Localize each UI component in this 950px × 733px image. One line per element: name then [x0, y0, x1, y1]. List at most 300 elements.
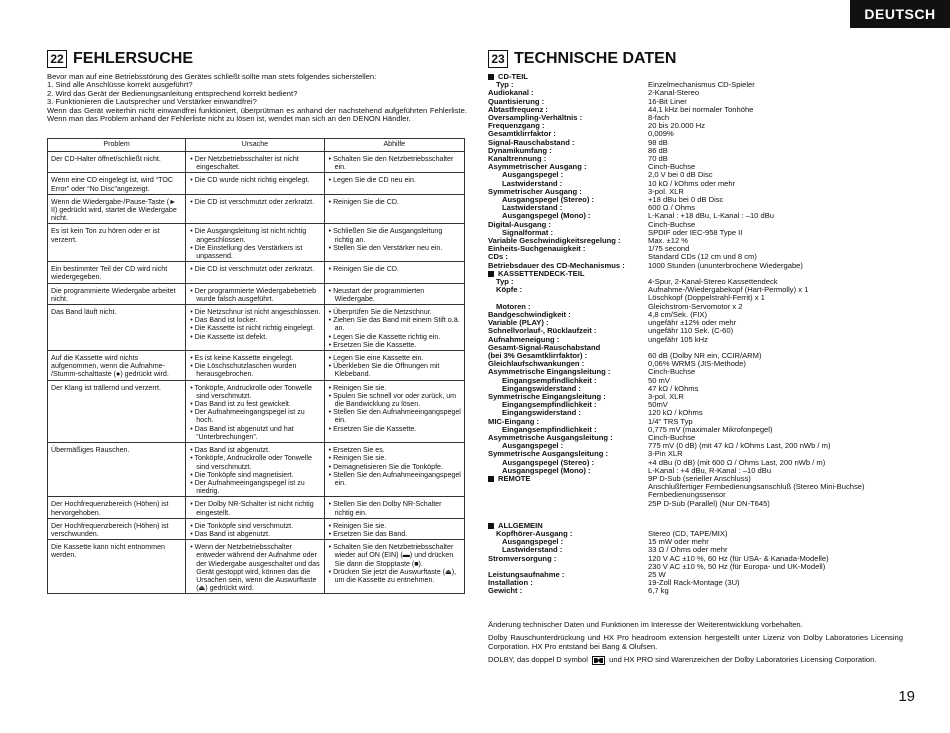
remedy-cell	[324, 194, 464, 224]
spec-value: 3-pol. XLR	[648, 391, 684, 401]
item-text: Ersetzen Sie das Band.	[333, 529, 408, 538]
item-text: Die CD wurde nicht richtig eingelegt.	[194, 176, 310, 185]
remedy-cell	[324, 152, 464, 173]
bullet-icon: •	[190, 400, 195, 409]
remedy-cell	[324, 305, 464, 351]
problem-cell: Der Hochfrequenzbereich (Höhen) ist hervorgehoben.	[48, 497, 186, 518]
spec-value: 775 mV (0 dB) (mit 47 kΩ / kOhms Last, 200 nWb / m)	[648, 441, 831, 451]
spec-value: ungefähr ±12% oder mehr	[648, 318, 737, 328]
remedy-item	[328, 530, 461, 538]
item-text: Es ist keine Kassette eingelegt.	[194, 354, 294, 363]
spec-label: Lastwiderstand :	[502, 178, 563, 188]
spec-label: Ausgangspegel :	[502, 441, 564, 451]
spec-label: Variable (PLAY) :	[488, 318, 549, 328]
bullet-icon: •	[328, 176, 334, 185]
item-text: Ersetzen Sie die Kassette.	[333, 340, 417, 349]
spec-label: Frequenzgang :	[488, 121, 545, 131]
cause-item	[189, 454, 320, 470]
item-text: Schalten Sie den Netzbetriebsschalter wieder auf ON (EIN) (▬) und drücken Sie dann die Stopptaste (■).	[333, 543, 454, 568]
item-text: Reinigen Sie die CD.	[333, 197, 399, 206]
remedy-item	[328, 354, 461, 362]
item-text: Der Dolby NR-Schalter ist nicht richtig eingestellt.	[194, 500, 314, 517]
spec-label	[488, 475, 648, 483]
spec-value: 60 dB (Dolby NR ein, CCIR/ARM)	[648, 350, 762, 360]
remedy-item	[328, 446, 461, 454]
remedy-item	[328, 454, 461, 462]
item-text: Legen Sie die CD neu ein.	[333, 176, 416, 185]
cause-cell	[186, 518, 324, 539]
bullet-icon: •	[328, 529, 334, 538]
remedy-item	[328, 408, 461, 424]
intro-line: Bevor man auf eine Betriebsstörung des Gerätes schließt sollte man stets folgendes sicherstellen:	[47, 72, 377, 81]
item-text: Die CD ist verschmutzt oder zerkratzt.	[194, 197, 315, 206]
spec-label: Oversampling-Verhältnis :	[488, 113, 583, 123]
item-text: Drücken Sie jetzt die Auswurftaste (⏏), um die Kassette zu entnehmen.	[333, 567, 457, 584]
bullet-icon: •	[328, 243, 334, 252]
footnote	[488, 655, 903, 665]
item-text: Legen Sie die Kassette richtig ein.	[333, 332, 441, 341]
spec-label: Gesamtklirrfaktor :	[488, 129, 556, 139]
cause-cell	[186, 380, 324, 442]
remedy-cell	[324, 351, 464, 381]
square-bullet-icon	[488, 271, 494, 277]
remedy-item	[328, 341, 461, 349]
spec-value: 50 mV	[648, 375, 670, 385]
problem-cell: Ein bestimmter Teil der CD wird nicht wiedergegeben.	[48, 262, 186, 283]
problem-cell: Wenn eine CD eingelegt ist, wird “TOC Error” oder “No Disc”angezeigt.	[48, 173, 186, 194]
bullet-icon: •	[190, 521, 195, 530]
bullet-icon: •	[328, 286, 334, 295]
cause-cell	[186, 152, 324, 173]
spec-value: Löschkopf (Doppelstrahl-Ferrit) x 1	[648, 293, 765, 303]
spec-value: 4-Spur, 2-Kanal-Stereo Kassettendeck	[648, 277, 778, 287]
problem-cell: Der CD-Halter öffnet/schließt nicht.	[48, 152, 186, 173]
spec-label: Typ :	[496, 80, 514, 90]
square-bullet-icon	[488, 523, 494, 529]
item-text: Reinigen Sie die CD.	[333, 265, 399, 274]
troubleshooting-table	[47, 138, 465, 594]
bullet-icon: •	[328, 408, 334, 417]
table-header-row	[48, 139, 465, 152]
spec-value: 3-Pin XLR	[648, 449, 683, 459]
bullet-icon: •	[328, 265, 334, 274]
remedy-cell	[324, 283, 464, 304]
spec-value: Standard CDs (12 cm und 8 cm)	[648, 252, 757, 262]
remedy-item	[328, 227, 461, 243]
item-text: Stellen Sie den Aufnahmeeingangspegel ein.	[333, 470, 461, 487]
bullet-icon: •	[190, 529, 195, 538]
spec-value: 86 dB	[648, 145, 668, 155]
spec-label: Leistungsaufnahme :	[488, 569, 565, 579]
remedy-item	[328, 287, 461, 303]
spec-value: 47 kΩ / kOhms	[648, 383, 699, 393]
item-text: Die Tonköpfe sind magnetisiert.	[194, 470, 294, 479]
spec-value: 70 dB	[648, 154, 668, 164]
problem-cell: Wenn die Wiedergabe-/Pause-Taste (► II) gedrückt wird, startet die Wiedergabe nicht.	[48, 194, 186, 224]
cause-item	[189, 425, 320, 441]
spec-label: Symmetrischer Ausgang :	[488, 186, 582, 196]
spec-value: 50mV	[648, 400, 668, 410]
bullet-icon: •	[190, 543, 195, 552]
spec-label: Asymmetrische Eingangsleitung :	[488, 367, 611, 377]
remedy-cell	[324, 518, 464, 539]
bullet-icon: •	[328, 332, 334, 341]
intro-line: 3. Funktionieren die Lautsprecher und Verstärker einwandfrei?	[47, 97, 257, 107]
spec-label: Ausgangspegel (Stereo) :	[502, 195, 594, 205]
cause-item	[189, 354, 320, 362]
spec-label: Lastwiderstand :	[502, 545, 563, 555]
item-text: Das Band ist zu fest gewickelt.	[194, 400, 291, 409]
table-row	[48, 283, 465, 304]
cause-item	[189, 543, 320, 592]
spec-value: 600 Ω / Ohms	[648, 203, 696, 213]
remedy-item	[328, 333, 461, 341]
cause-item	[189, 308, 320, 316]
spec-row	[488, 587, 908, 595]
item-text: Das Band ist abgenutzt.	[194, 529, 270, 538]
remedy-item	[328, 463, 461, 471]
cause-item	[189, 316, 320, 324]
cause-item	[189, 333, 320, 341]
spec-group-heading	[488, 475, 648, 483]
intro-line: 2. Wird das Gerät der Bedienungsanleitung entsprechend korrekt bedient?	[47, 88, 298, 98]
cause-cell	[186, 224, 324, 262]
bullet-icon: •	[190, 243, 195, 252]
bullet-icon: •	[328, 454, 334, 463]
spec-value: 20 bis 20.000 Hz	[648, 121, 705, 131]
spec-label: Ausgangspegel (Stereo) :	[502, 457, 594, 467]
spec-value: 6,7 kg	[648, 586, 669, 596]
bullet-icon: •	[190, 308, 195, 317]
bullet-icon: •	[328, 155, 334, 163]
table-body	[48, 152, 465, 594]
table-row	[48, 173, 465, 194]
item-text: Die Kassette ist nicht richtig eingelegt.	[194, 324, 315, 333]
section-title: FEHLERSUCHE	[73, 50, 194, 67]
spec-label: Eingangsempfindlichkeit :	[502, 400, 597, 410]
bullet-icon: •	[190, 478, 195, 487]
cause-item	[189, 446, 320, 454]
bullet-icon: •	[190, 383, 195, 392]
cause-item	[189, 400, 320, 408]
spec-label: CDs :	[488, 252, 508, 262]
spec-label: Einheits-Suchgenauigkeit :	[488, 244, 586, 254]
item-text: Reinigen Sie sie.	[333, 521, 387, 530]
spec-label: Motoren :	[496, 301, 531, 311]
item-text: Überprüfen Sie die Netzschnur.	[333, 308, 432, 317]
footnote-part: DOLBY, das doppel D symbol	[488, 655, 588, 664]
intro-line: 1. Sind alle Anschlüsse korrekt ausgeführt?	[47, 80, 193, 90]
spec-value: ungefähr 110 Sek. (C-60)	[648, 326, 734, 336]
remedy-item	[328, 568, 461, 584]
cause-cell	[186, 540, 324, 594]
bullet-icon: •	[190, 265, 195, 274]
column-header-cause: Ursache	[186, 139, 324, 152]
spec-label: Ausgangspegel :	[502, 170, 564, 180]
spec-value: ungefähr 105 kHz	[648, 334, 708, 344]
spec-group-title: REMOTE	[498, 473, 531, 483]
spec-value: 15 mW oder mehr	[648, 537, 709, 547]
cause-item	[189, 244, 320, 260]
spec-value: 120 V AC ±10 %, 60 Hz (für USA- & Kanada-Modelle)	[648, 553, 829, 563]
footnote: Dolby Rauschunterdrückung und HX Pro headroom extension hergestellt unter Lizenz von Dolby Laboratories Licensing Corporation. HX Pro entstand bei Bang & Olufsen.	[488, 633, 903, 651]
cause-item	[189, 324, 320, 332]
problem-cell: Der Klang ist trällernd und verzerrt.	[48, 380, 186, 442]
bullet-icon: •	[328, 470, 334, 479]
spec-value: Fernbedienungssensor	[648, 490, 726, 500]
problem-cell: Übermäßiges Rauschen.	[48, 443, 186, 497]
section-number: 22	[47, 50, 67, 68]
spec-label: Stromversorgung :	[488, 553, 557, 563]
remedy-item	[328, 198, 461, 206]
bullet-icon: •	[190, 424, 195, 433]
spec-value: Cinch-Buchse	[648, 367, 696, 377]
bullet-icon: •	[328, 354, 334, 363]
remedy-item	[328, 543, 461, 568]
spec-row	[488, 147, 908, 155]
problem-cell: Auf die Kassette wird nichts aufgenommen, wenn die Aufnahme- /Stumm-schalttaste (●) gedrückt wird.	[48, 351, 186, 381]
spec-label: Köpfe :	[496, 285, 523, 295]
spec-row	[488, 212, 908, 220]
spec-label: Gewicht :	[488, 586, 523, 596]
remedy-item	[328, 384, 461, 392]
specifications-list	[488, 73, 908, 596]
spec-label	[488, 491, 648, 499]
spec-value: +18 dBu bei 0 dB Disc	[648, 195, 724, 205]
item-text: Ersetzen Sie es.	[333, 446, 385, 455]
section-number: 23	[488, 50, 508, 68]
item-text: Spulen Sie schnell vor oder zurück, um die Bandwicklung zu lösen.	[333, 391, 457, 409]
table-row	[48, 194, 465, 224]
remedy-cell	[324, 173, 464, 194]
spec-label: Symmetrische Eingangsleitung :	[488, 391, 606, 401]
spec-label: Abtastfrequenz :	[488, 104, 548, 114]
spec-label: Typ :	[496, 277, 514, 287]
spec-label: Eingangswiderstand :	[502, 408, 581, 418]
spec-label: Ausgangspegel (Mono) :	[502, 211, 591, 221]
problem-cell: Der Hochfrequenzbereich (Höhen) ist verschwunden.	[48, 518, 186, 539]
table-row	[48, 152, 465, 173]
cause-cell	[186, 497, 324, 518]
cause-cell	[186, 351, 324, 381]
cause-cell	[186, 194, 324, 224]
bullet-icon: •	[328, 383, 334, 392]
remedy-cell	[324, 497, 464, 518]
table-row	[48, 443, 465, 497]
bullet-icon: •	[328, 567, 334, 576]
remedy-item	[328, 155, 461, 171]
spec-row	[488, 89, 908, 97]
remedy-cell	[324, 443, 464, 497]
item-text: Das Band ist locker.	[194, 316, 258, 325]
page-number: 19	[898, 688, 915, 705]
item-text: Tonköpfe, Andruckrolle oder Tonwelle sind verschmutzt.	[194, 454, 312, 471]
cause-item	[189, 176, 320, 184]
spec-label: Ausgangspegel (Mono) :	[502, 465, 591, 475]
remedy-item	[328, 425, 461, 433]
cause-cell	[186, 173, 324, 194]
item-text: Reinigen Sie sie.	[333, 383, 387, 392]
bullet-icon: •	[328, 340, 334, 349]
problem-cell: Es ist kein Ton zu hören oder er ist verzerrt.	[48, 224, 186, 262]
remedy-item	[328, 500, 461, 516]
item-text: Stellen Sie den Aufnahmeeingangspegel ein.	[333, 408, 461, 425]
spec-label	[488, 483, 648, 491]
cause-item	[189, 479, 320, 495]
spec-label	[488, 500, 648, 508]
cause-item	[189, 530, 320, 538]
bullet-icon: •	[328, 362, 334, 371]
spec-value: 1/4" TRS Typ	[648, 416, 693, 426]
item-text: Überkleben Sie die Öffnungen mit Klebeband.	[333, 362, 440, 379]
bullet-icon: •	[328, 543, 334, 552]
spec-label: Variable Geschwindigkeitsregelung :	[488, 236, 621, 246]
spec-row	[488, 579, 908, 587]
remedy-item	[328, 522, 461, 530]
bullet-icon: •	[328, 197, 334, 206]
cause-cell	[186, 262, 324, 283]
spec-label: Asymmetrische Ausgangsleitung :	[488, 432, 613, 442]
bullet-icon: •	[190, 362, 195, 371]
troubleshooting-heading	[47, 50, 193, 68]
spec-label: Eingangswiderstand :	[502, 383, 581, 393]
spec-label: Gesamt-Signal-Rauschabstand	[488, 342, 601, 352]
item-text: Der programmierte Wiedergabebetrieb wurde falsch ausgeführt.	[194, 286, 317, 303]
remedy-item	[328, 362, 461, 378]
table-row	[48, 518, 465, 539]
cause-item	[189, 227, 320, 243]
bullet-icon: •	[328, 462, 334, 471]
table-row	[48, 305, 465, 351]
spec-row	[488, 500, 908, 508]
spec-value: 8-fach	[648, 113, 670, 123]
footnote: Änderung technischer Daten und Funktionen im Interesse der Weiterentwicklung vorbehalten.	[488, 620, 803, 629]
bullet-icon: •	[190, 227, 195, 236]
spec-value: 33 Ω / Ohms oder mehr	[648, 545, 728, 555]
bullet-icon: •	[190, 408, 195, 417]
troubleshooting-intro	[47, 73, 467, 123]
item-text: Der Aufnahmeeingangspegel ist zu hoch.	[194, 408, 305, 425]
bullet-icon: •	[328, 521, 334, 530]
footnote-part: und HX PRO sind Warenzeichen der Dolby Laboratories Licensing Corporation.	[609, 655, 877, 664]
cause-item	[189, 384, 320, 400]
spec-value: Cinch-Buchse	[648, 432, 696, 442]
bullet-icon: •	[190, 500, 195, 509]
spec-label: MIC-Eingang :	[488, 416, 540, 426]
spec-label: Audiokanal :	[488, 88, 534, 98]
bullet-icon: •	[190, 155, 195, 163]
remedy-cell	[324, 224, 464, 262]
remedy-item	[328, 392, 461, 408]
spec-label: Eingangsempfindlichkeit :	[502, 375, 597, 385]
spec-label: Betriebsdauer des CD-Mechanismus :	[488, 260, 625, 270]
spec-value: 1000 Stunden (ununterbrochene Wiedergabe)	[648, 260, 803, 270]
spec-value: Einzelmechanismus CD-Spieler	[648, 80, 755, 90]
item-text: Das Band ist abgenutzt.	[194, 446, 270, 455]
spec-label: Symmetrische Ausgangsleitung :	[488, 449, 608, 459]
spec-value: 2,0 V bei 0 dB Disc	[648, 170, 713, 180]
item-text: Die Einstellung des Verstärkers ist unpassend.	[194, 243, 303, 261]
spec-value: 3-pol. XLR	[648, 186, 684, 196]
bullet-icon: •	[190, 354, 195, 363]
item-text: Stellen Sie den Dolby NR-Schalter richtig ein.	[333, 500, 442, 517]
item-text: Die Netzschnur ist nicht angeschlossen.	[194, 308, 321, 317]
item-text: Die Ausgangsleitung ist nicht richtig angeschlossen.	[194, 227, 307, 244]
spec-label: Eingangsempfindlichkeit :	[502, 424, 597, 434]
remedy-item	[328, 308, 461, 316]
spec-label: Dynamikumfang :	[488, 145, 552, 155]
bullet-icon: •	[328, 424, 334, 433]
spec-label: Kopfhörer-Ausgang :	[496, 528, 573, 538]
spec-label: Lastwiderstand :	[502, 203, 563, 213]
spec-value: +4 dBu (0 dB) (mit 600 Ω / Ohms Last, 200 nWb / m)	[648, 457, 826, 467]
remedy-item	[328, 244, 461, 252]
bullet-icon: •	[190, 286, 195, 295]
spec-label: Installation :	[488, 578, 533, 588]
spec-value: Max. ±12 %	[648, 236, 689, 246]
table-row	[48, 351, 465, 381]
spec-value: L-Kanal : +4 dBu, R-Kanal : –10 dBu	[648, 465, 772, 475]
item-text: Das Band ist abgenutzt und hat “Unterbrechungen”.	[194, 424, 294, 441]
spec-value: 10 kΩ / kOhms oder mehr	[648, 178, 736, 188]
bullet-icon: •	[328, 391, 334, 400]
bullet-icon: •	[190, 446, 195, 455]
spec-label: Ausgangspegel :	[502, 537, 564, 547]
spec-value: 19-Zoll Rack-Montage (3U)	[648, 578, 740, 588]
spec-value: Aufnahme-/Wiedergabekopf (Hart-Permolly) x 1	[648, 285, 809, 295]
item-text: Stellen Sie den Verstärker neu ein.	[333, 243, 443, 252]
spec-group-title: CD-TEIL	[498, 72, 528, 81]
square-bullet-icon	[488, 476, 494, 482]
item-text: Wenn der Netzbetriebsschalter entweder während der Aufnahme oder der Wiedergabe ausgeschaltet und das Gerät gestoppt wird, können das die Ursachen sein, wenn die Auswurftaste (⏏) gedrückt wird.	[194, 543, 320, 593]
spec-group-title: KASSETTENDECK-TEIL	[498, 268, 585, 278]
cause-item	[189, 500, 320, 516]
spec-value: SPDIF oder IEC-958 Type II	[648, 227, 743, 237]
item-text: Schließen Sie die Ausgangsleitung richtig an.	[333, 227, 443, 244]
spec-value: 0,009%	[648, 129, 674, 139]
spec-value: 16-Bit Liner	[648, 96, 687, 106]
dolby-double-d-icon	[592, 656, 605, 665]
remedy-cell	[324, 262, 464, 283]
spec-value: 4,8 cm/Sek. (FIX)	[648, 309, 708, 319]
specifications-heading	[488, 50, 676, 68]
square-bullet-icon	[488, 74, 494, 80]
column-header-problem: Problem	[48, 139, 186, 152]
bullet-icon: •	[328, 308, 334, 317]
spec-value: 230 V AC ±10 %, 50 Hz (für Europa- und UK-Modell)	[648, 561, 826, 571]
table-row	[48, 497, 465, 518]
spec-value: 1/75 second	[648, 244, 690, 254]
bullet-icon: •	[328, 316, 334, 325]
bullet-icon: •	[190, 316, 195, 325]
spec-value: 120 kΩ / kOhms	[648, 408, 703, 418]
cause-item	[189, 522, 320, 530]
spec-value: Anschlußfertiger Fernbedienungsanschluß (Stereo Mini-Buchse)	[648, 482, 865, 492]
spec-label: (bei 3% Gesamtklirrfaktor) :	[488, 350, 588, 360]
bullet-icon: •	[190, 176, 195, 185]
spec-label: Signalformat :	[502, 227, 554, 237]
item-text: Legen Sie eine Kassette ein.	[333, 354, 424, 363]
intro-line: Wenn das Gerät weiterhin nicht einwandfrei funktioniert, überprütman es anhand der nachstehend aufgeführten Fehlerliste. Wenn man das Problem anhand der Fehlerliste nicht zu lösen ist, wendet man sich an den DENON Händler.	[47, 105, 467, 124]
spec-label: Quantisierung :	[488, 96, 545, 106]
spec-value: Cinch-Buchse	[648, 162, 696, 172]
remedy-item	[328, 471, 461, 487]
bullet-icon: •	[190, 470, 195, 479]
spec-value: L-Kanal : +18 dBu, L-Kanal : –10 dBu	[648, 211, 775, 221]
item-text: Schalten Sie den Netzbetriebsschalter ein.	[333, 155, 454, 172]
cause-item	[189, 287, 320, 303]
column-header-remedy: Abhilfe	[324, 139, 464, 152]
